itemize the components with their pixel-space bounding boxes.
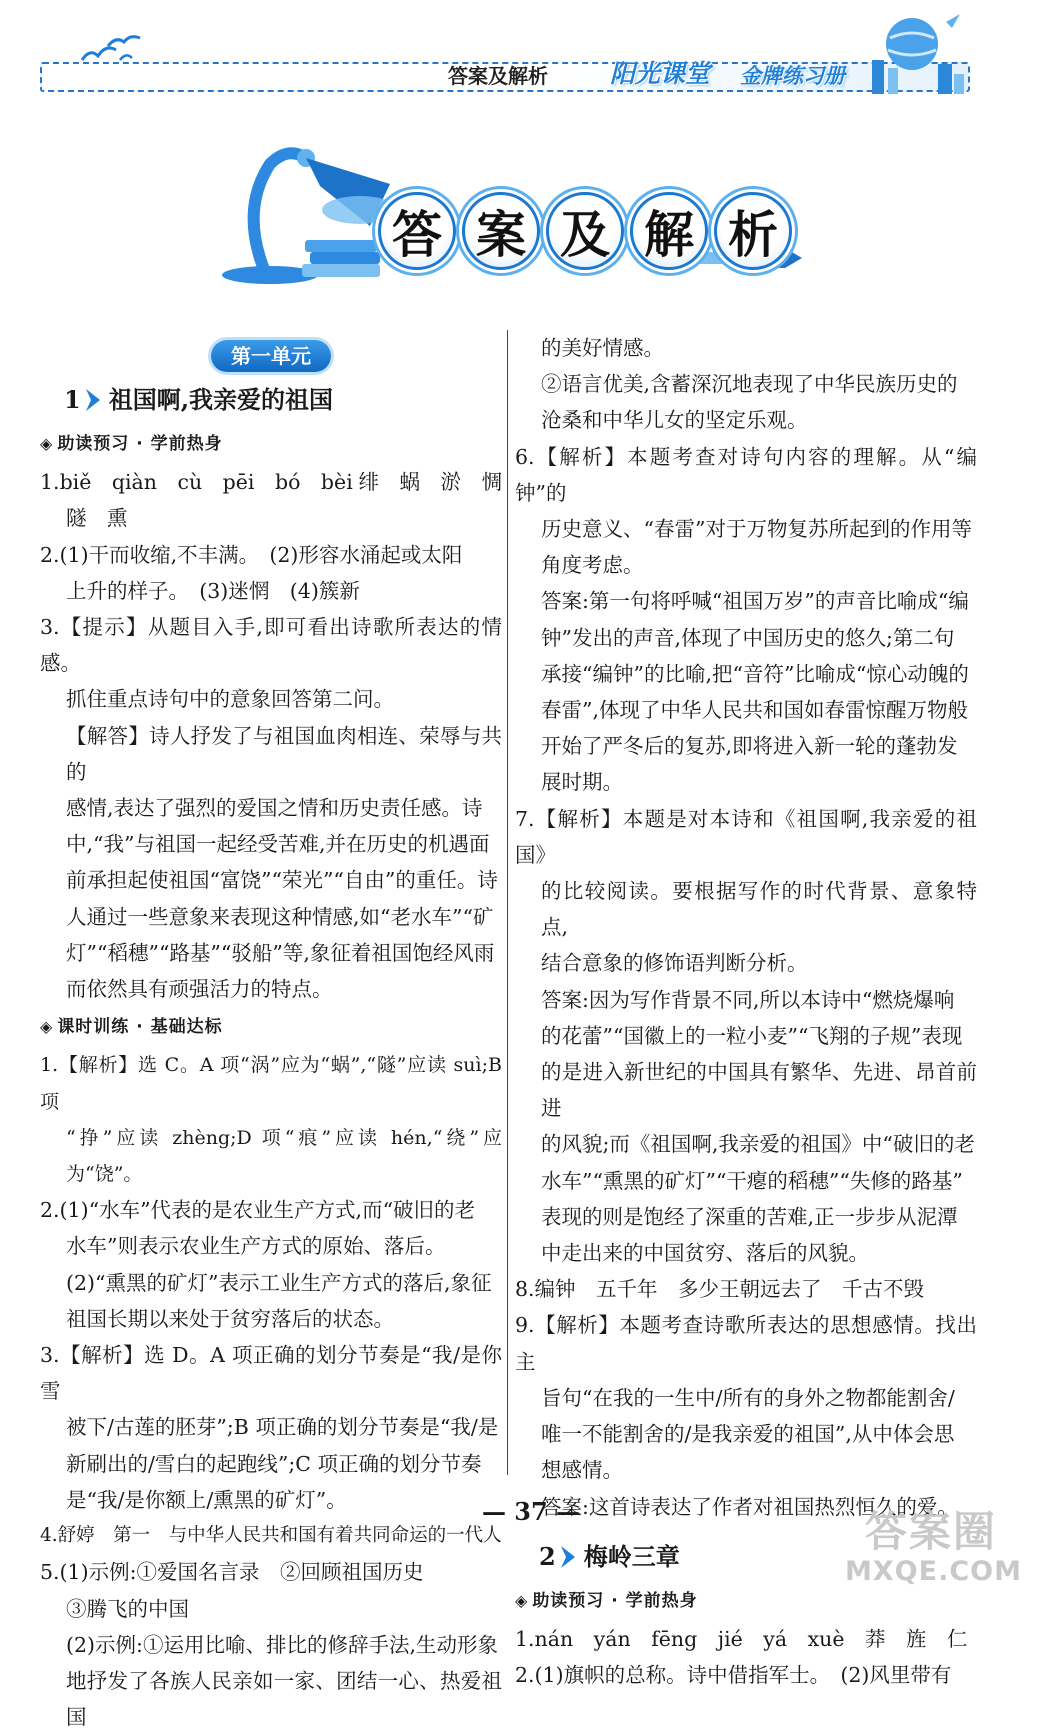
answer-line: 想感情。 <box>541 1458 623 1483</box>
answer-line: 【解答】诗人抒发了与祖国血肉相连、荣辱与共的 <box>66 723 502 784</box>
answer-line: 而依然具有顽强活力的特点。 <box>66 977 333 1002</box>
column-divider <box>507 330 508 1475</box>
answer-line: 钟”发出的声音,体现了中国历史的悠久;第二句 <box>541 625 955 650</box>
answer-line: 答案:这首诗表达了作者对祖国热烈恒久的爱。 <box>541 1494 958 1519</box>
answer-line: 被下/古莲的胚芽”;B 项正确的划分节奏是“我/是 <box>66 1415 499 1440</box>
answer-line: 承接“编钟”的比喻,把“音符”比喻成“惊心动魄的 <box>541 661 969 686</box>
answer-line: (2)“熏黑的矿灯”表示工业生产方式的落后,象征 <box>66 1270 492 1295</box>
answer-line: 7.【解析】本题是对本诗和《祖国啊,我亲爱的祖国》 <box>515 806 977 867</box>
banner-title <box>378 192 792 270</box>
site-watermark <box>845 1508 1040 1596</box>
banner-char: 解 <box>630 192 708 270</box>
section-label: 课时训练 · 基础达标 <box>57 1017 223 1038</box>
right-column <box>515 330 977 1693</box>
answer-line: 隧 熏 <box>66 506 128 531</box>
answer-line: 春雷”,体现了中华人民共和国如春雷惊醒万物般 <box>541 698 968 723</box>
banner-char: 案 <box>462 192 540 270</box>
lesson-number: 1 <box>64 385 81 414</box>
answer-line: 祖国长期以来处于贫穷落后的状态。 <box>66 1306 394 1331</box>
answer-line: 1.【解析】选 C。A 项“涡”应为“蜗”,“隧”应读 suì;B 项 <box>40 1054 502 1113</box>
answer-line: 2.(1)干而收缩,不丰满。 (2)形容水涌起或太阳 <box>40 542 463 567</box>
answer-line: 前承担起使祖国“富饶”“荣光”“自由”的重任。诗 <box>66 868 498 893</box>
header-title: 答案及解析 <box>448 64 548 88</box>
answer-line: 开始了严冬后的复苏,即将进入新一轮的蓬勃发 <box>541 734 958 759</box>
answer-line: 抓住重点诗句中的意象回答第二问。 <box>66 687 394 712</box>
banner-char: 析 <box>714 192 792 270</box>
lesson-name: 梅岭三章 <box>583 1541 680 1571</box>
answer-line: (2)示例:①运用比喻、排比的修辞手法,生动形象 <box>66 1632 498 1657</box>
page-header <box>0 0 1062 110</box>
answer-line: 3.【解析】选 D。A 项正确的划分节奏是“我/是你雪 <box>40 1343 502 1404</box>
banner-char: 答 <box>378 192 456 270</box>
answer-line: ③腾飞的中国 <box>66 1596 189 1621</box>
answer-banner <box>210 140 810 290</box>
answer-line: 结合意象的修饰语判断分析。 <box>541 951 808 976</box>
globe-icon <box>860 8 970 98</box>
answer-line: “挣”应读 zhèng;D 项“痕”应读 hén,“绕”应为“饶”。 <box>66 1126 502 1186</box>
answer-line: 答案:第一句将呼喊“祖国万岁”的声音比喻成“编 <box>541 589 969 614</box>
answer-line: 是“我/是你额上/熏黑的矿灯”。 <box>66 1487 347 1512</box>
diamond-icon: ◈ <box>40 1017 54 1037</box>
lesson-number: 2 <box>539 1541 556 1571</box>
answer-line: 1.nán yán fēng jié yá xuè 莽 旌 仁 <box>515 1626 968 1651</box>
answer-line: 中走出来的中国贫穷、落后的风貌。 <box>541 1241 869 1266</box>
answer-line: 人通过一些意象来表现这种情感,如“老水车”“矿 <box>66 904 494 929</box>
answer-line: 展时期。 <box>541 770 623 795</box>
answer-line: 唯一不能割舍的/是我亲爱的祖国”,从中体会思 <box>541 1422 955 1447</box>
pinyin-text: biě qiàn cù pēi bó bèi <box>59 470 353 495</box>
brand-subtitle: 金牌练习册 <box>740 64 845 88</box>
answer-line: 新刷出的/雪白的起跑线”;C 项正确的划分节奏 <box>66 1451 482 1476</box>
answer-line: 沧桑和中华儿女的坚定乐观。 <box>541 408 808 433</box>
diamond-icon: ◈ <box>515 1590 529 1610</box>
answer-line: 4.舒婷 第一 与中华人民共和国有着共同命运的一代人 <box>40 1525 502 1547</box>
page-number: — 37 — <box>481 1497 581 1526</box>
answer-line: 旨句“在我的一生中/所有的身外之物都能割舍/ <box>541 1385 955 1410</box>
lesson-1-title <box>64 378 502 422</box>
answer-line: 水车”则表示农业生产方式的原始、落后。 <box>66 1234 446 1259</box>
answer-line: 灯”“稻穗”“路基”“驳船”等,象征着祖国饱经风雨 <box>66 940 495 965</box>
section-heading <box>40 1009 502 1045</box>
section-label: 助读预习 · 学前热身 <box>532 1590 698 1611</box>
answer-line: 3.【提示】从题目入手,即可看出诗歌所表达的情感。 <box>40 615 502 676</box>
brand-name: 阳光课堂 <box>610 59 711 88</box>
answer-line: 1.biě qiàn cù pēi bó bèi 绯 蜗 淤 惆 <box>40 464 502 500</box>
answer-line: 地抒发了各族人民亲如一家、团结一心、热爱祖国 <box>66 1668 502 1730</box>
section-heading <box>40 426 502 462</box>
answer-line: 8.编钟 五千年 多少王朝远去了 千古不毁 <box>515 1277 925 1302</box>
answer-line: 感情,表达了强烈的爱国之情和历史责任感。诗 <box>66 796 483 821</box>
chevron-right-icon <box>558 1544 578 1570</box>
watermark-url: MXQE.COM <box>845 1556 1022 1587</box>
unit-badge: 第一单元 <box>211 340 331 372</box>
answer-line: 的美好情感。 <box>541 336 664 360</box>
answer-line: 2.(1)旗帜的总称。诗中借指军士。 (2)风里带有 <box>515 1663 952 1688</box>
answer-line: 答案:因为写作背景不同,所以本诗中“燃烧爆响 <box>541 987 955 1012</box>
section-label: 助读预习 · 学前热身 <box>57 434 223 454</box>
answer-line: 2.(1)“水车”代表的是农业生产方式,而“破旧的老 <box>40 1198 476 1223</box>
answer-line: 的比较阅读。要根据写作的时代背景、意象特点, <box>541 879 977 940</box>
answer-line: ②语言优美,含蓄深沉地表现了中华民族历史的 <box>541 372 958 397</box>
answer-line: 的是进入新世纪的中国具有繁华、先进、昂首前进 <box>541 1060 977 1121</box>
diamond-icon: ◈ <box>40 434 54 453</box>
answer-line: 角度考虑。 <box>541 553 644 578</box>
chevron-right-icon <box>83 387 103 413</box>
answer-line: 表现的则是饱经了深重的苦难,正一步步从泥潭 <box>541 1204 958 1229</box>
char-text: 绯 蜗 淤 惆 <box>358 470 502 495</box>
answer-line: 9.【解析】本题考查诗歌所表达的思想感情。找出主 <box>515 1313 977 1374</box>
answer-line: 历史意义、“春雷”对于万物复苏所起到的作用等 <box>541 517 972 542</box>
answer-line: 6.【解析】本题考查对诗句内容的理解。从“编钟”的 <box>515 444 977 505</box>
banner-char: 及 <box>546 192 624 270</box>
answer-line: 5.(1)示例:①爱国名言录 ②回顾祖国历史 <box>40 1560 424 1585</box>
answer-line: 中,“我”与祖国一起经受苦难,并在历史的机遇面 <box>66 832 490 857</box>
answer-line: 的花蕾”“国徽上的一粒小麦”“飞翔的子规”表现 <box>541 1023 963 1048</box>
answer-line: 的风貌;而《祖国啊,我亲爱的祖国》中“破旧的老 <box>541 1132 975 1157</box>
answer-line: 上升的样子。 (3)迷惘 (4)簇新 <box>66 578 360 603</box>
lesson-name: 祖国啊,我亲爱的祖国 <box>108 385 334 414</box>
watermark-logo: 答案圈 <box>865 1507 998 1556</box>
answer-line: 水车”“熏黑的矿灯”“干瘪的稻穗”“失修的路基” <box>541 1168 963 1193</box>
